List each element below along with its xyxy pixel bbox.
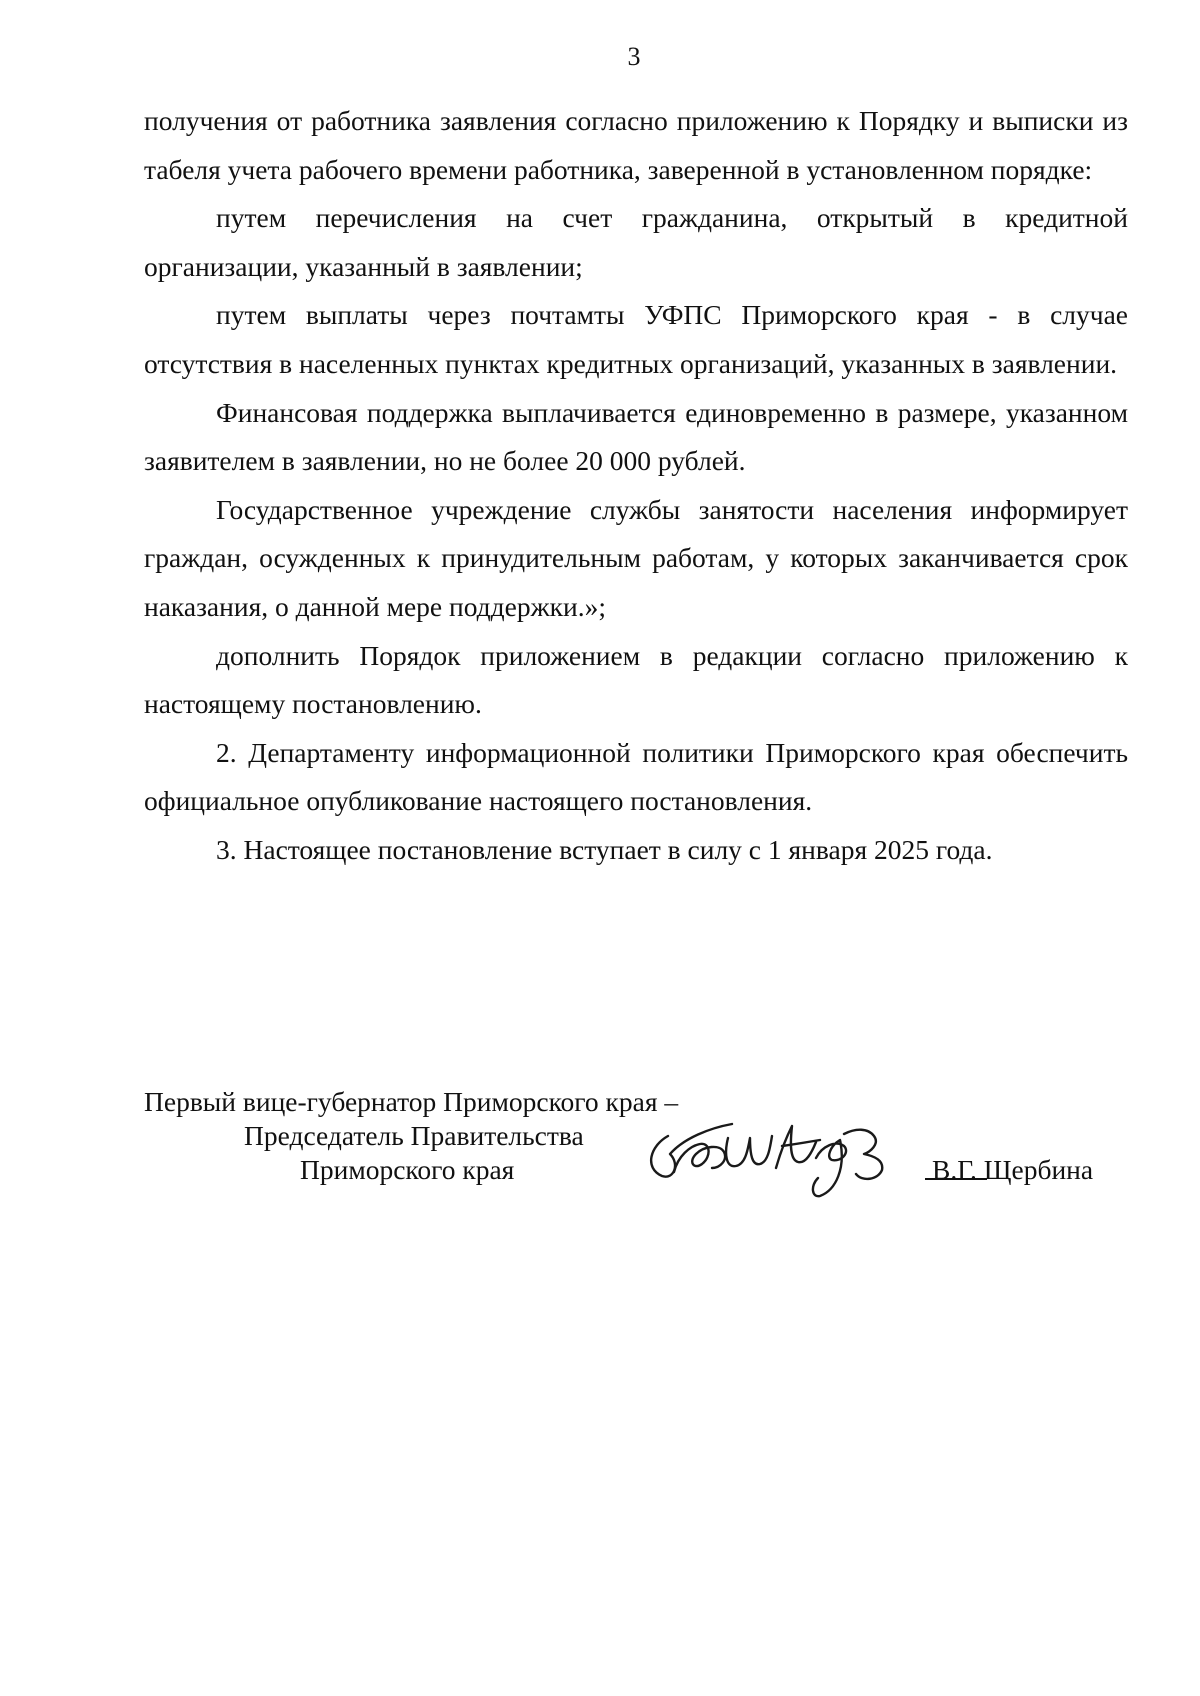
- paragraph-1: получения от работника заявления согласно приложению к Порядку и выписки из табеля учета рабочего времени работника, заверенной в установленном порядке:: [144, 105, 1128, 185]
- position-line-3: Приморского края: [300, 1154, 515, 1185]
- handwritten-signature-icon: [640, 1098, 920, 1208]
- paragraph-7: 2. Департаменту информационной политики Приморского края обеспечить официальное опубликование настоящего постановления.: [144, 736, 1128, 817]
- position-line-2: Председатель Правительства: [244, 1120, 584, 1151]
- page-number: 3: [627, 42, 641, 71]
- paragraph-3: путем выплаты через почтамты УФПС Приморского края - в случае отсутствия в населенных пунктах кредитных организаций, указанных в заявлении.: [144, 299, 1128, 379]
- position-line-1: Первый вице-губернатор Приморского края –: [144, 1086, 679, 1117]
- signer-name: В.Г. Щербина: [932, 1154, 1094, 1185]
- paragraph-2: путем перечисления на счет гражданина, открытый в кредитной организации, указанный в заявлении;: [144, 202, 1128, 282]
- paragraph-8: 3. Настоящее постановление вступает в силу с 1 января 2025 года.: [216, 833, 993, 865]
- paragraph-6: дополнить Порядок приложением в редакции согласно приложению к настоящему постановлению.: [144, 639, 1128, 720]
- paragraph-5: Государственное учреждение службы занятости населения информирует граждан, осужденных к принудительным работам, у которых заканчивается срок наказания, о данной мере поддержки.»;: [144, 493, 1128, 622]
- signer-position: [144, 1085, 678, 1187]
- document-body: [144, 97, 1128, 875]
- paragraph-4: Финансовая поддержка выплачивается единовременно в размере, указанном заявителем в заявлении, но не более 20 000 рублей.: [144, 396, 1128, 477]
